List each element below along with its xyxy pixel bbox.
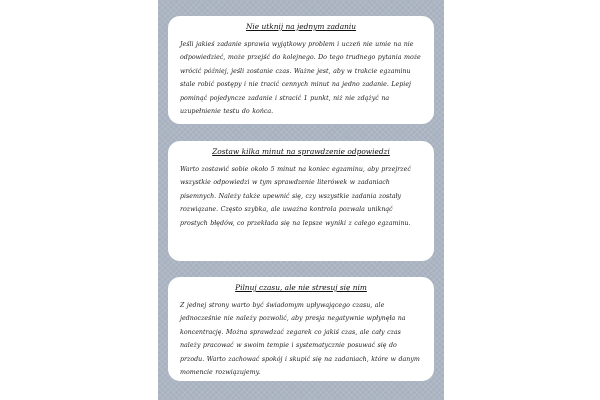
tip-card-1 xyxy=(168,16,434,124)
tip-card-3 xyxy=(168,277,434,381)
tip-body-2: Warto zostawić sobie około 5 minut na koniec egzaminu, aby przejrzeć wszystkie odpowiedzi w tym sprawdzenie literówek w zadaniach pisemnych. Należy także upewnić się, czy wszystkie zadania zostały rozwiązane. Często szybka, ale uważna kontrola pozwala uniknąć prostych błędów, co przekłada się na lepsze wyniki z całego egzaminu. xyxy=(180,166,411,227)
tip-body-3: Z jednej strony warto być świadomym upływającego czasu, ale jednocześnie nie należy pozwolić, aby presja negatywnie wpłynęła na koncentrację. Można sprawdzać zegarek co jakiś czas, ale cały czas należy pracować w swoim tempie i systematycznie posuwać się do przodu. Warto zachować spokój i skupić się na zadaniach, które w danym momencie rozwiązujemy. xyxy=(180,302,420,377)
tip-body-1: Jeśli jakieś zadanie sprawia wyjątkowy problem i uczeń nie umie na nie odpowiedzieć, może przejść do kolejnego. Do tego trudnego pytania może wrócić później, jeśli zostanie czas. Ważne jest, aby w trakcie egzaminu stale robić postępy i nie tracić cennych minut na jedno zadanie. Lepiej pominąć pojedyncze zadanie i stracić 1 punkt, niż nie zdążyć na uzupełnienie testu do końca. xyxy=(180,41,421,116)
tip-title-3: Pilnuj czasu, ale nie stresuj się nim xyxy=(235,283,367,292)
tip-title-2: Zostaw kilka minut na sprawdzenie odpowiedzi xyxy=(212,147,390,156)
tip-card-2 xyxy=(168,141,434,261)
tip-title-1: Nie utknij na jednym zadaniu xyxy=(245,22,357,31)
